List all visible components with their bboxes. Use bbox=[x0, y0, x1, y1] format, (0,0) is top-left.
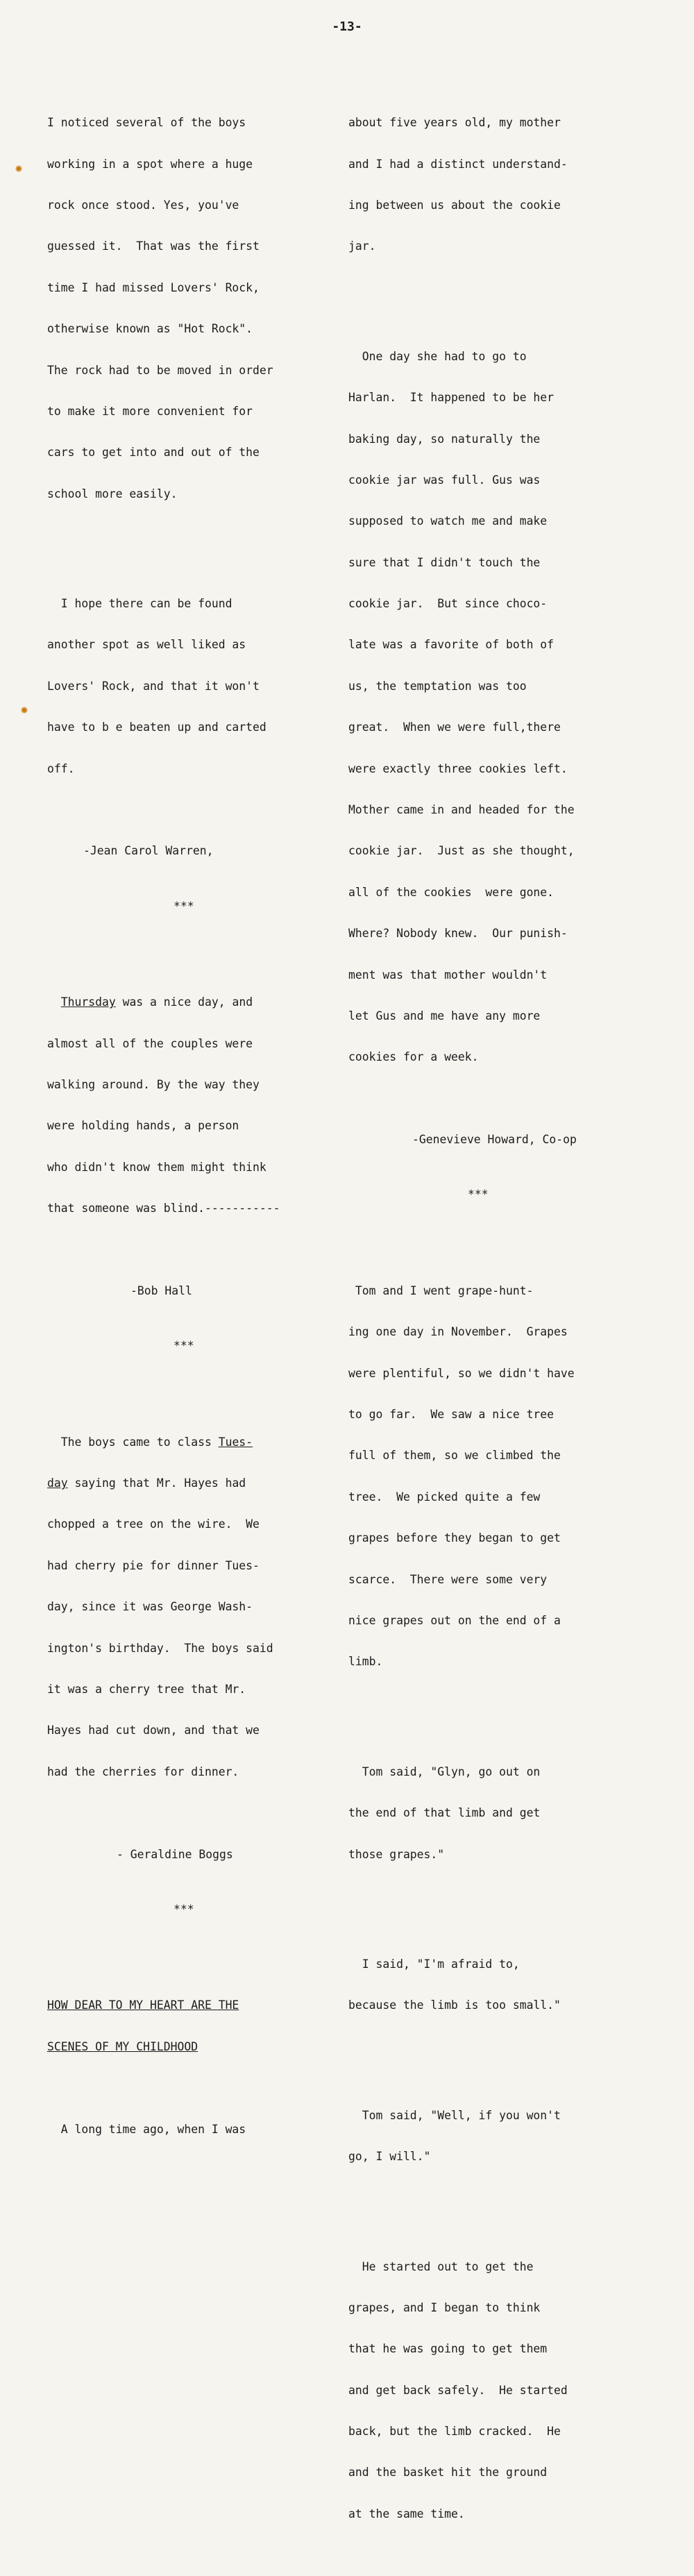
text-line: cookie jar. Just as she thought, bbox=[348, 844, 575, 858]
text-line: tree. We picked quite a few bbox=[348, 1490, 541, 1504]
text-line: cars to get into and out of the bbox=[47, 446, 260, 460]
text-line: I noticed several of the boys bbox=[47, 116, 246, 130]
text-line: Tom said, "Glyn, go out on bbox=[348, 1765, 541, 1778]
text-line bbox=[47, 995, 335, 1009]
text-line: Where? Nobody knew. Our punish- bbox=[348, 927, 568, 941]
text-line: about five years old, my mother bbox=[348, 116, 561, 130]
text-line: that someone was blind.----------- bbox=[47, 1202, 280, 1215]
text-line: Hayes had cut down, and that we bbox=[47, 1724, 260, 1737]
text-line: The rock had to be moved in order bbox=[47, 363, 273, 377]
text-line: ment was that mother wouldn't bbox=[348, 968, 548, 982]
right-column bbox=[348, 61, 640, 2576]
text-line: those grapes." bbox=[348, 1847, 445, 1861]
text-line: supposed to watch me and make bbox=[348, 514, 548, 528]
text-line: have to b e beaten up and carted bbox=[47, 721, 266, 734]
text-line: at the same time. bbox=[348, 2507, 465, 2520]
signature: -Genevieve Howard, Co-op bbox=[412, 1133, 577, 1147]
text-line: full of them, so we climbed the bbox=[348, 1449, 561, 1463]
text-line: because the limb is too small." bbox=[348, 1998, 561, 2012]
separator: *** bbox=[174, 899, 194, 913]
article-grape-hunting-p5 bbox=[348, 2232, 640, 2548]
underlined-word: Thursday bbox=[60, 995, 116, 1009]
heading-line: SCENES OF MY CHILDHOOD bbox=[47, 2039, 198, 2053]
text-line: baking day, so naturally the bbox=[348, 432, 541, 446]
text-line: to make it more convenient for bbox=[47, 404, 253, 418]
article-grape-hunting bbox=[348, 1256, 640, 1697]
underlined-word: day bbox=[47, 1476, 68, 1490]
text-line bbox=[47, 1476, 335, 1490]
separator: *** bbox=[174, 1339, 194, 1353]
text-fragment: was a nice day, and bbox=[115, 995, 253, 1009]
article-thursday bbox=[47, 968, 335, 1243]
signature: -Jean Carol Warren, bbox=[83, 844, 214, 858]
text-line: ing one day in November. Grapes bbox=[348, 1325, 568, 1339]
text-line: that he was going to get them bbox=[348, 2342, 548, 2356]
text-line: grapes before they began to get bbox=[348, 1531, 561, 1545]
article-grape-hunting-p4 bbox=[348, 2081, 640, 2191]
text-line: cookies for a week. bbox=[348, 1050, 479, 1064]
text-line bbox=[47, 1436, 335, 1449]
article-cherry-tree bbox=[47, 1408, 335, 1806]
text-line: let Gus and me have any more bbox=[348, 1009, 541, 1022]
text-line: walking around. By the way they bbox=[47, 1077, 260, 1091]
article-grape-hunting-p3 bbox=[348, 1930, 640, 2039]
text-line: school more easily. bbox=[47, 487, 178, 500]
text-line: A long time ago, when I was bbox=[47, 2122, 246, 2136]
text-line: I hope there can be found bbox=[47, 597, 232, 611]
text-line: day, since it was George Wash- bbox=[47, 1600, 253, 1614]
text-line: He started out to get the bbox=[348, 2259, 534, 2273]
text-line: were exactly three cookies left. bbox=[348, 761, 568, 775]
article-cookie-jar bbox=[348, 89, 640, 281]
stain-mark bbox=[21, 707, 28, 714]
text-fragment: The boys came to class bbox=[47, 1435, 219, 1449]
text-line: Mother came in and headed for the bbox=[348, 803, 575, 817]
text-line: nice grapes out on the end of a bbox=[348, 1614, 561, 1628]
separator: *** bbox=[174, 1902, 194, 1916]
section-heading bbox=[47, 1971, 335, 2081]
text-line: scarce. There were some very bbox=[348, 1572, 548, 1586]
text-line: were holding hands, a person bbox=[47, 1119, 239, 1133]
text-line: and I had a distinct understand- bbox=[348, 157, 568, 171]
article-cookie-jar-p2 bbox=[348, 322, 640, 1092]
text-line: go, I will." bbox=[348, 2150, 431, 2164]
signature: -Bob Hall bbox=[130, 1283, 192, 1297]
text-line: who didn't know them might think bbox=[47, 1160, 266, 1174]
heading-line: HOW DEAR TO MY HEART ARE THE bbox=[47, 1998, 239, 2012]
text-line: it was a cherry tree that Mr. bbox=[47, 1683, 246, 1697]
text-line: back, but the limb cracked. He bbox=[348, 2425, 561, 2439]
text-line: almost all of the couples were bbox=[47, 1036, 253, 1050]
text-line: One day she had to go to bbox=[348, 349, 527, 363]
text-line: chopped a tree on the wire. We bbox=[47, 1517, 260, 1531]
text-line: working in a spot where a huge bbox=[47, 157, 253, 171]
text-line: I said, "I'm afraid to, bbox=[348, 1957, 520, 1971]
text-line: grapes, and I began to think bbox=[348, 2300, 541, 2314]
text-line: all of the cookies were gone. bbox=[348, 885, 555, 899]
underlined-word: Tues- bbox=[218, 1435, 253, 1449]
text-line: the end of that limb and get bbox=[348, 1806, 541, 1820]
text-line: jar. bbox=[348, 239, 376, 253]
article-lovers-rock-p2 bbox=[47, 569, 335, 803]
text-line: and get back safely. He started bbox=[348, 2383, 568, 2397]
left-column bbox=[47, 61, 335, 2164]
text-line: to go far. We saw a nice tree bbox=[348, 1408, 555, 1422]
text-line: time I had missed Lovers' Rock, bbox=[47, 280, 260, 294]
text-line: Tom said, "Well, if you won't bbox=[348, 2108, 561, 2122]
text-fragment: saying that Mr. Hayes had bbox=[67, 1476, 246, 1490]
article-grape-hunting-p2 bbox=[348, 1737, 640, 1889]
text-line: rock once stood. Yes, you've bbox=[47, 198, 239, 212]
text-line: Harlan. It happened to be her bbox=[348, 391, 555, 405]
text-line: another spot as well liked as bbox=[47, 638, 246, 652]
text-line: guessed it. That was the first bbox=[47, 239, 260, 253]
page-number: -13- bbox=[332, 19, 362, 34]
text-line: off. bbox=[47, 761, 75, 775]
text-line: ington's birthday. The boys said bbox=[47, 1641, 273, 1655]
text-line: late was a favorite of both of bbox=[348, 638, 555, 652]
text-line: cookie jar. But since choco- bbox=[348, 597, 548, 611]
text-line: us, the temptation was too bbox=[348, 679, 527, 693]
text-line: and the basket hit the ground bbox=[348, 2466, 548, 2480]
text-line: had cherry pie for dinner Tues- bbox=[47, 1558, 260, 1572]
text-line: limb. bbox=[348, 1655, 383, 1669]
text-line: great. When we were full,there bbox=[348, 721, 561, 734]
text-line: Lovers' Rock, and that it won't bbox=[47, 679, 260, 693]
text-line: ing between us about the cookie bbox=[348, 198, 561, 212]
stain-mark bbox=[15, 165, 22, 172]
separator: *** bbox=[468, 1188, 489, 1202]
text-line: Tom and I went grape-hunt- bbox=[348, 1283, 534, 1297]
text-line: had the cherries for dinner. bbox=[47, 1765, 239, 1778]
text-line: were plentiful, so we didn't have bbox=[348, 1366, 575, 1380]
article-lovers-rock bbox=[47, 89, 335, 529]
signature: - Geraldine Boggs bbox=[117, 1847, 233, 1861]
text-line: otherwise known as "Hot Rock". bbox=[47, 322, 253, 336]
text-line: sure that I didn't touch the bbox=[348, 555, 541, 569]
text-line: cookie jar was full. Gus was bbox=[348, 473, 541, 487]
